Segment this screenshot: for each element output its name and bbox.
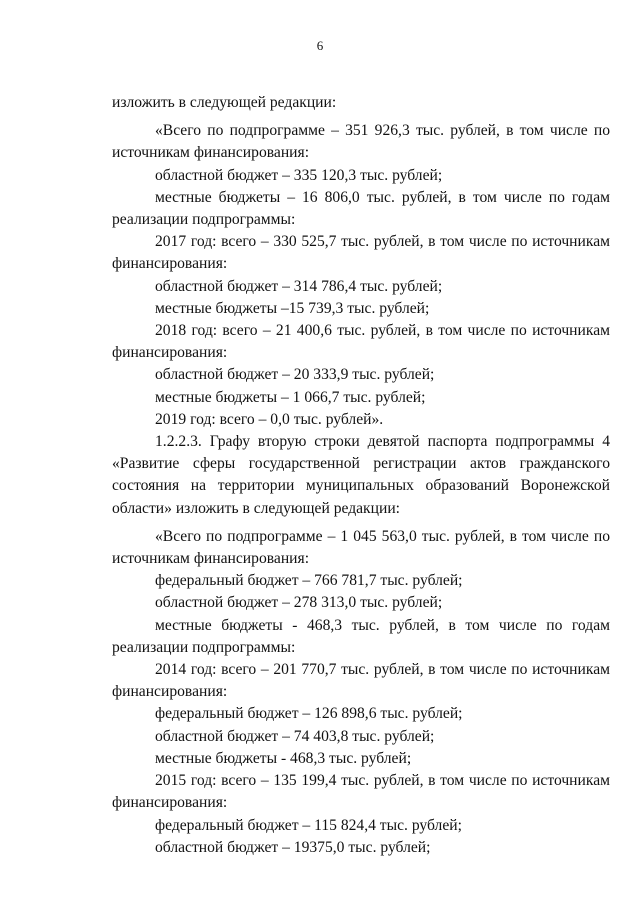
text-line: «Всего по подпрограмме – 1 045 563,0 тыс. рублей, в том числе по — [155, 527, 610, 545]
text-line: местные бюджеты - 468,3 тыс. рублей, в том числе по годам — [155, 616, 610, 634]
text-line: областной бюджет – 335 120,3 тыс. рублей; — [155, 166, 443, 184]
text-line: областной бюджет – 19375,0 тыс. рублей; — [155, 838, 431, 856]
text-line: федеральный бюджет – 126 898,6 тыс. рублей; — [155, 705, 463, 723]
text-line: местные бюджеты - 468,3 тыс. рублей; — [155, 749, 412, 767]
text-line: 2017 год: всего – 330 525,7 тыс. рублей, в том числе по источникам — [155, 233, 610, 251]
text-line: «Развитие сферы государственной регистрации актов гражданского — [112, 455, 610, 473]
text-line: 2018 год: всего – 21 400,6 тыс. рублей, в том числе по источникам — [155, 322, 610, 340]
text-line: 2019 год: всего – 0,0 тыс. рублей». — [155, 410, 384, 428]
text-line: финансирования: — [112, 255, 228, 273]
text-line: федеральный бюджет – 766 781,7 тыс. рублей; — [155, 572, 463, 590]
text-line: областной бюджет – 74 403,8 тыс. рублей; — [155, 727, 435, 745]
text-line: областной бюджет – 278 313,0 тыс. рублей; — [155, 594, 443, 612]
text-line: областной бюджет – 20 333,9 тыс. рублей; — [155, 366, 435, 384]
text-line: «Всего по подпрограмме – 351 926,3 тыс. рублей, в том числе по — [155, 122, 610, 140]
text-line: состояния на территории муниципальных образований Воронежской — [112, 477, 610, 495]
text-line: финансирования: — [112, 794, 228, 812]
text-line: 2014 год: всего – 201 770,7 тыс. рублей, в том числе по источникам — [155, 661, 610, 679]
text-line: областной бюджет – 314 786,4 тыс. рублей; — [155, 277, 443, 295]
text-line: местные бюджеты – 1 066,7 тыс. рублей; — [155, 388, 426, 406]
text-line: 2015 год: всего – 135 199,4 тыс. рублей, в том числе по источникам — [155, 772, 610, 790]
text-line: реализации подпрограммы: — [112, 638, 296, 656]
text-line: финансирования: — [112, 683, 228, 701]
text-line: местные бюджеты – 16 806,0 тыс. рублей, в том числе по годам — [155, 188, 610, 206]
text-line: федеральный бюджет – 115 824,4 тыс. рублей; — [155, 816, 462, 834]
text-line: финансирования: — [112, 344, 228, 362]
page-number: 6 — [316, 38, 324, 53]
document-body — [112, 92, 610, 859]
text-line: реализации подпрограммы: — [112, 211, 296, 229]
text-line: местные бюджеты –15 739,3 тыс. рублей; — [155, 299, 430, 317]
text-line: 1.2.2.3. Графу вторую строки девятой паспорта подпрограммы 4 — [155, 433, 610, 451]
text-line: области» изложить в следующей редакции: — [112, 499, 401, 517]
text-line: источникам финансирования: — [112, 144, 310, 162]
text-line: источникам финансирования: — [112, 550, 310, 568]
text-line: изложить в следующей редакции: — [112, 94, 337, 111]
